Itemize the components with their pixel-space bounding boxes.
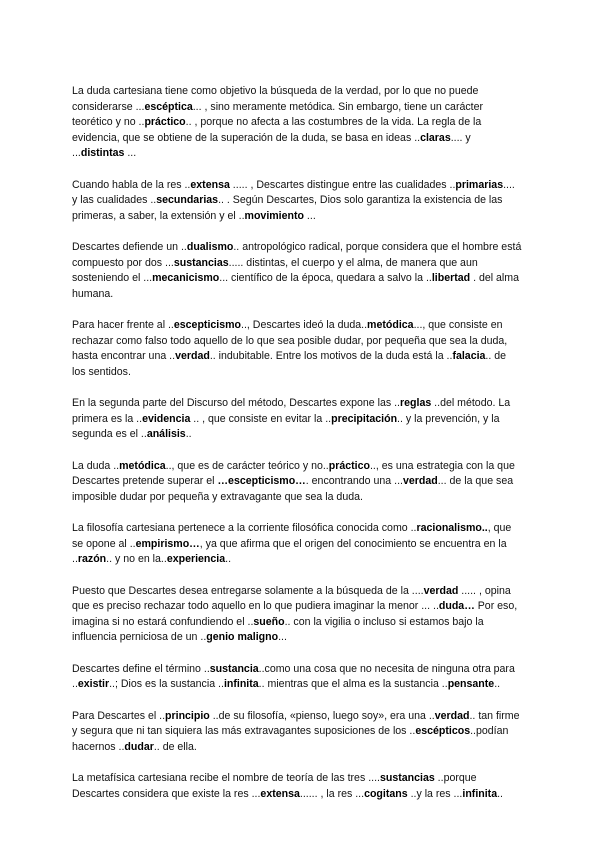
answer-word: mecanicismo [152,272,220,284]
answer-word: secundarias [156,194,219,206]
answer-word: racionalismo.. [416,522,488,534]
answer-word: duda… [438,600,475,612]
paragraph-2: Cuando habla de la res ..extensa ..... , Descartes distingue entre las cualidades ..primarias.... y las cualidades ..secundarias.. . Según Descartes, Dios solo garantiza la existencia de las primeras, a saber, la extensión y el ..movimiento ... [72,178,515,222]
paragraph-10: Para Descartes el ..principio ..de su filosofía, «pienso, luego soy», era una ..verdad.. tan firme y segura que ni tan siquiera las más extravagantes suposiciones de los ..escépticos..podían hacernos ..dudar.. de ella. [72,709,520,753]
answer-word: pensante [447,678,495,690]
answer-word: verdad [402,475,438,487]
answer-word: escéptica [144,100,193,113]
paragraph-1: La duda cartesiana tiene como objetivo la búsqueda de la verdad, por lo que no puede considerarse ...escéptica... , sino meramente metódica. Sin embargo, tiene un carácter teorético y no ..práctico.. , porque no afecta a las costumbres de la vida. La regla de la evidencia, que se obtiene de la superación de la duda, se basa en ideas ..claras.... y ...distintas ... [72,85,484,159]
answer-word: escépticos [415,725,471,737]
answer-word: distintas [80,147,125,159]
answer-word: claras [420,131,451,144]
paragraph-11: La metafísica cartesiana recibe el nombre de teoría de las tres ....sustancias ..porque Descartes considera que existe la res ...extensa...... , la res ...cogitans ..y la res ...infinita.. [72,772,503,800]
answer-word: análisis [146,428,186,440]
answer-word: primarias [455,178,504,191]
answer-word: movimiento [244,209,304,222]
answer-word: dudar [124,740,154,753]
answer-word: metódica [119,459,166,472]
answer-word: infinita [223,678,259,690]
answer-word: libertad [431,272,471,284]
paragraph-5: En la segunda parte del Discurso del método, Descartes expone las ..reglas ..del método. La primera es la ..evidencia .. , que consiste en evitar la ..precipitación.. y la prevención, y la segunda es el ..análisis.. [72,397,511,440]
answer-word: práctico [144,116,186,128]
answer-word: verdad [434,709,470,722]
answer-word: evidencia [142,412,191,425]
answer-word: sustancias [173,256,229,269]
answer-word: falacia [452,350,486,362]
paragraph-6: La duda ..metódica.., que es de carácter teórico y no..práctico.., es una estrategia con la que Descartes pretende superar el …escepticismo…. encontrando una ...verdad... de la que sea imposible dudar por pequeña y extravagante que sea la duda. [72,459,515,503]
answer-word: razón [77,553,107,565]
answer-word: sueño [253,615,285,628]
answer-word: verdad [423,584,459,597]
answer-word: extensa [260,787,300,800]
answer-word: sustancia [209,662,259,675]
document-page [72,84,522,818]
paragraph-8: Puesto que Descartes desea entregarse solamente a la búsqueda de la ....verdad ..... , opina que es preciso rechazar todo aquello en lo que pudiera imaginar la menor ... ..duda… Por eso, imagina si no estará confundiendo el ..sueño.. con la vigilia o incluso si estamos bajo la influencia perniciosa de un ..genio maligno... [72,584,518,643]
answer-word: …escepticismo… [217,475,306,487]
answer-word: extensa [190,178,230,191]
answer-word: existir [77,678,110,690]
answer-word: verdad [175,350,210,362]
answer-word: empirismo… [135,537,200,550]
answer-word: metódica [367,319,414,331]
answer-word: experiencia [166,553,226,565]
answer-word: precipitación [331,412,398,425]
answer-word: dualismo [186,241,234,253]
answer-word: cogitans [364,787,408,800]
paragraph-7: La filosofía cartesiana pertenece a la corriente filosófica conocida como ..racionalismo.., que se opone al ..empirismo…, ya que afirma que el origen del conocimiento se encuentra en la ..razón.. y no en la..experiencia.. [72,522,512,565]
answer-word: práctico [328,459,370,472]
answer-word: sustancias [379,772,435,784]
paragraph-3: Descartes defiende un ..dualismo.. antropológico radical, porque considera que el hombre está compuesto por dos ...sustancias..... distintas, el cuerpo y el alma, de manera que aun sosteniendo el ...mecanicismo... científico de la época, quedara a salvo la ..libertad . del alma humana. [72,241,522,300]
answer-word: reglas [400,397,432,409]
answer-word: escepticismo [173,319,242,331]
paragraph-4: Para hacer frente al ..escepticismo.., Descartes ideó la duda..metódica..., que consiste en rechazar como falso todo aquello de lo que sea posible dudar, por pequeña que sea la duda, hasta encontrar una ..verdad.. indubitable. Entre los motivos de la duda está la ..falacia.. de los sentidos. [72,319,508,378]
answer-word: infinita [462,787,498,800]
answer-word: genio maligno [206,631,279,643]
paragraph-9: Descartes define el término ..sustancia..como una cosa que no necesita de ninguna otra para ..existir..; Dios es la sustancia ..infinita.. mientras que el alma es la sustancia ..pensante.. [72,662,515,690]
answer-word: principio [165,709,210,722]
